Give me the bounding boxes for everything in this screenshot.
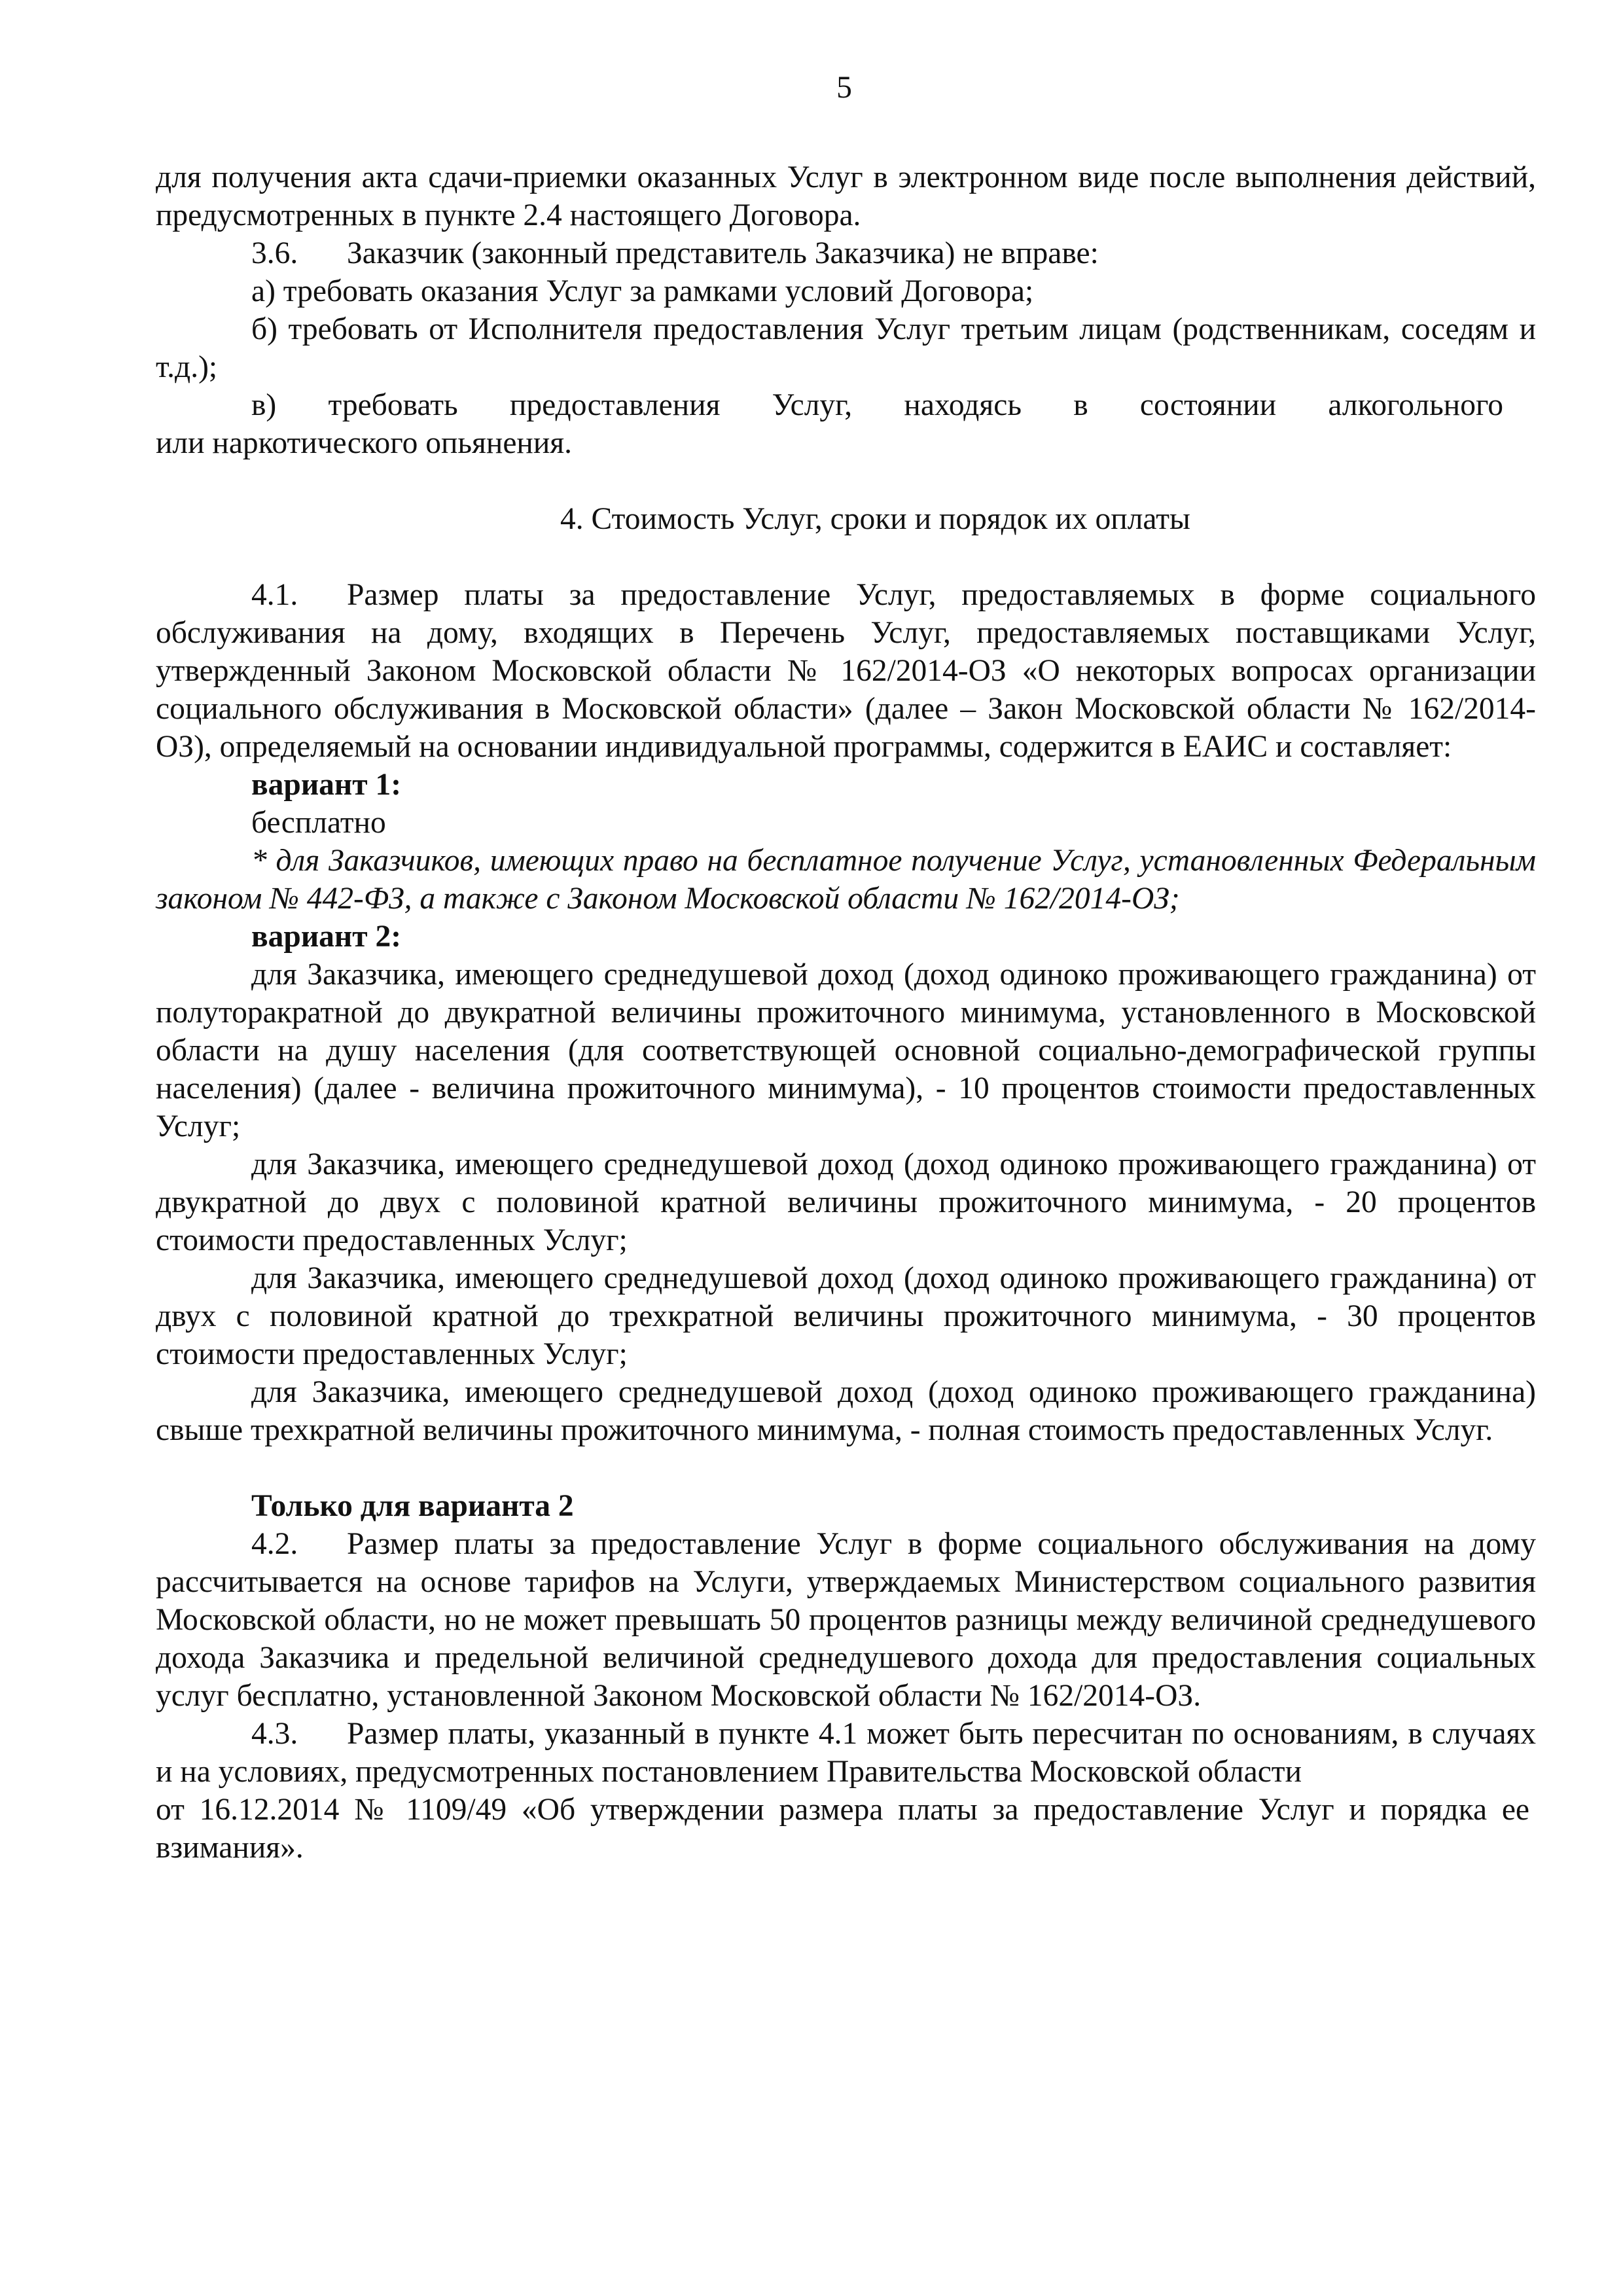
clause-text: Размер платы за предоставление Услуг в форме социального обслуживания на дому рассчитывается на основе тарифов на Услуги, утверждаемых Министерством социального развития Московской области, но не может превышать 50 процентов разницы между величиной среднедушевого дохода Заказчика и предельной величиной среднедушевого дохода для предоставления социальных услуг бесплатно, установленной Законом Московской области № 162/2014-ОЗ. [156,1527,1536,1713]
variant-2-item: для Заказчика, имеющего среднедушевой доход (доход одиноко проживающего гражданина) от двукратной до двух с половиной кратной величины прожиточного минимума, - 20 процентов стоимости предоставленных Услуг; [156,1147,1536,1257]
only-variant-2-heading: Только для варианта 2 [251,1489,574,1523]
list-item-b: б) требовать от Исполнителя предоставления Услуг третьим лицам (родственникам, соседям и т.д.); [156,312,1536,384]
document-body [156,158,1536,1867]
variant-1-note: * для Заказчиков, имеющих право на бесплатное получение Услуг, установленных Федеральным законом № 442-ФЗ, а также с Законом Московской области № 162/2014-ОЗ; [156,844,1536,916]
list-item-v-continuation: или наркотического опьянения. [156,426,572,460]
section-title: 4. Стоимость Услуг, сроки и порядок их оплаты [560,502,1190,536]
list-item-a: а) требовать оказания Услуг за рамками условий Договора; [251,274,1034,308]
clause-number: 3.6. [251,236,298,270]
clause-4-3-continuation: от 16.12.2014 № 1109/49 «Об утверждении размера платы за предоставление Услуг и порядка ее взимания». [156,1793,1529,1865]
variant-2-label: вариант 2: [251,920,402,954]
paragraph-continuation: для получения акта сдачи-приемки оказанных Услуг в электронном виде после выполнения действий, предусмотренных в пункте 2.4 настоящего Договора. [156,160,1536,232]
clause-number: 4.2. [251,1527,298,1561]
clause-text: Размер платы за предоставление Услуг, предоставляемых в форме социального обслуживания на дому, входящих в Перечень Услуг, предоставляемых поставщиками Услуг, утвержденный Законом Московской области № 162/2014-ОЗ «О некоторых вопросах организации социального обслуживания в Московской области» (далее – Закон Московской области № 162/2014-ОЗ), определяемый на основании индивидуальной программы, содержится в ЕАИС и составляет: [156,578,1536,764]
variant-2-item: для Заказчика, имеющего среднедушевой доход (доход одиноко проживающего гражданина) от полуторакратной до двукратной величины прожиточного минимума, установленного в Московской области на душу населения (для соответствующей основной социально-демографической группы населения) (далее - величина прожиточного минимума), - 10 процентов стоимости предоставленных Услуг; [156,958,1536,1143]
clause-4-1 [156,576,1536,766]
variant-1-value: бесплатно [251,806,386,840]
clause-text: Размер платы, указанный в пункте 4.1 может быть пересчитан по основаниям, в случаях и на условиях, предусмотренных постановлением Правительства Московской области [156,1717,1536,1789]
clause-3-6 [156,234,1536,272]
clause-number: 4.1. [251,578,298,612]
page-number: 5 [836,71,852,105]
clause-4-2 [156,1525,1536,1715]
clause-text: Заказчик (законный представитель Заказчика) не вправе: [347,236,1099,270]
list-item-v: в) требовать предоставления Услуг, находясь в состоянии алкогольного [251,388,1503,422]
variant-2-item: для Заказчика, имеющего среднедушевой доход (доход одиноко проживающего гражданина) свыше трехкратной величины прожиточного минимума, - полная стоимость предоставленных Услуг. [156,1375,1536,1447]
clause-number: 4.3. [251,1717,298,1751]
variant-1-label: вариант 1: [251,768,402,802]
clause-4-3 [156,1715,1536,1791]
variant-2-item: для Заказчика, имеющего среднедушевой доход (доход одиноко проживающего гражданина) от двух с половиной кратной до трехкратной величины прожиточного минимума, - 30 процентов стоимости предоставленных Услуг; [156,1261,1536,1371]
